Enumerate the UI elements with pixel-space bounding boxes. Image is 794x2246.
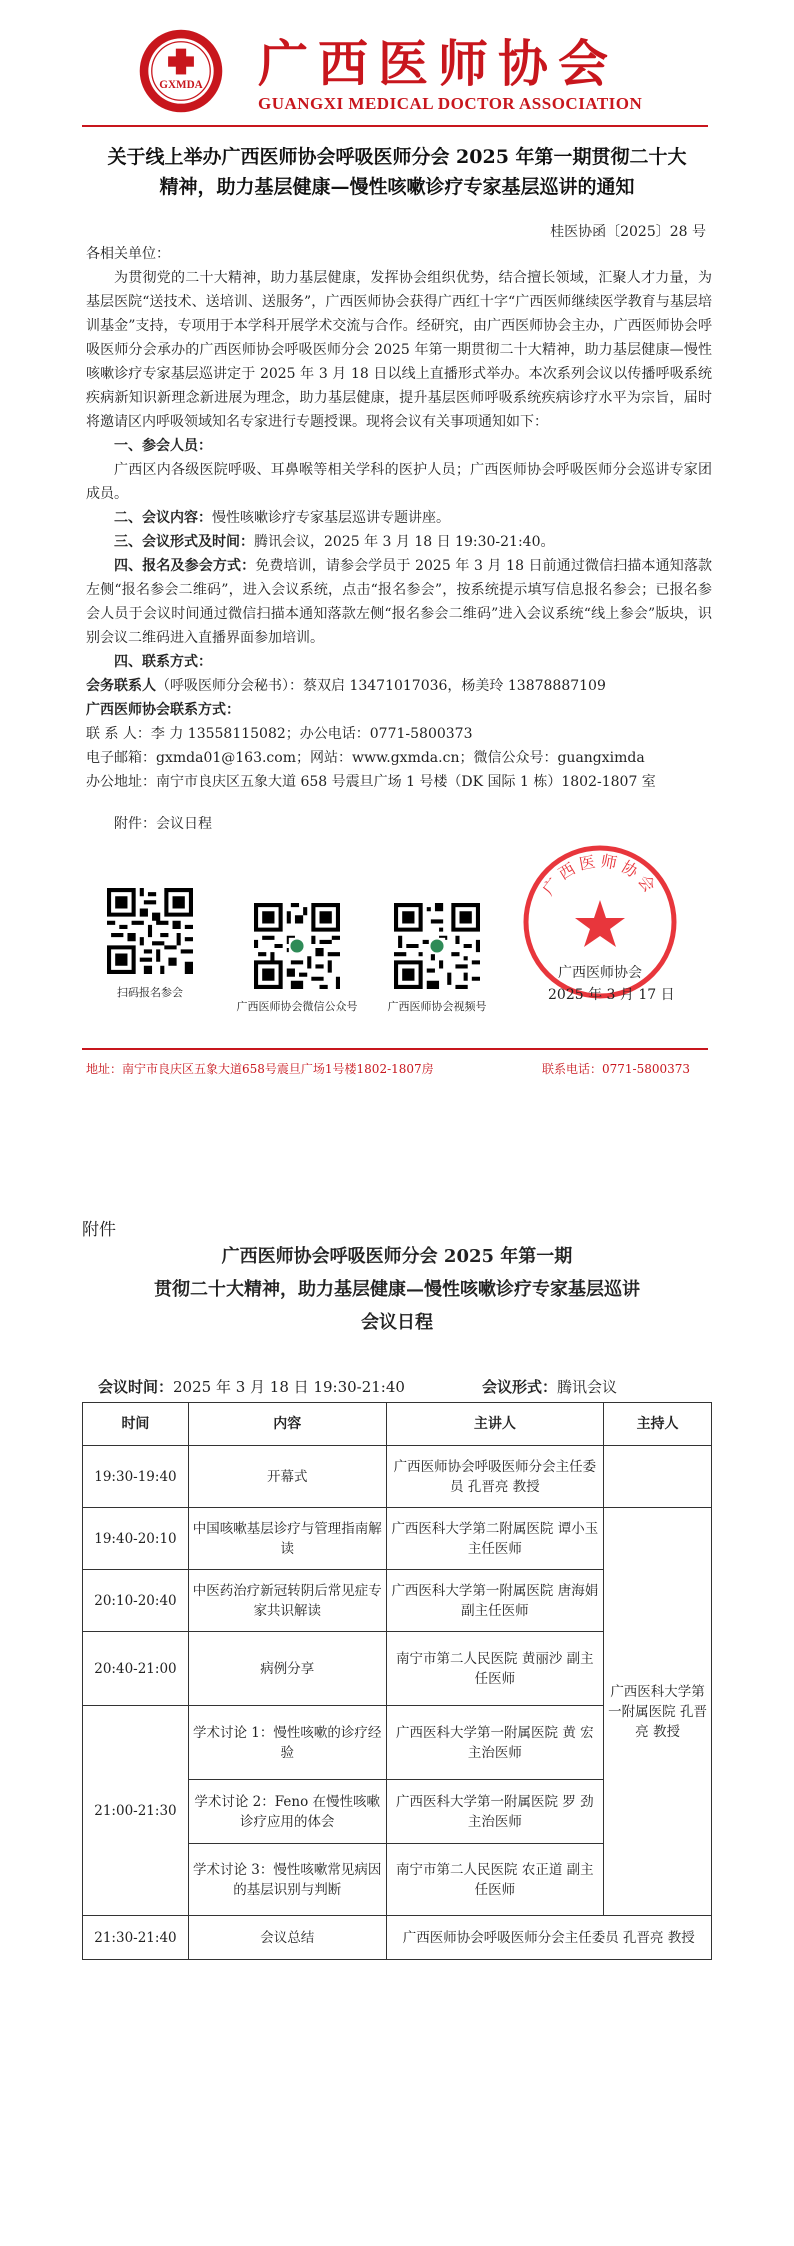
footer-address: 地址：南宁市良庆区五象大道658号震旦广场1号楼1802-1807房 <box>86 1062 434 1076</box>
table-cell: 广西医师协会呼吸医师分会主任委员 孔晋亮 教授 <box>386 1446 604 1508</box>
table-cell: 广西医科大学第一附属医院 黄 宏 主治医师 <box>386 1706 604 1780</box>
table-cell: 南宁市第二人民医院 黄丽沙 副主任医师 <box>386 1632 604 1706</box>
contact-affairs-text: （呼吸医师分会秘书）：蔡双启 13471017036，杨美玲 13878887109 <box>156 678 606 694</box>
table-cell: 20:40-21:00 <box>83 1632 189 1706</box>
table-cell: 广西医科大学第二附属医院 谭小玉 主任医师 <box>386 1508 604 1570</box>
section-4-text: 免费培训，请参会学员于 2025 年 3 月 18 日前通过微信扫描本通知落款左侧“报名参会二维码”，进入会议系统，点击“报名参会”，按系统提示填写信息报名参会；已报名参会人员于会议时间通过微信扫描本通知落款左侧“报名参会二维码”进入会议系统“线上参会”版块，识别会议二维码进入直播界面参加培训。 <box>86 558 713 646</box>
org-name-cn: 广西医师协会 <box>258 34 618 93</box>
qr-label-register: 扫码报名参会 <box>117 986 183 999</box>
footer-phone: 联系电话：0771-5800373 <box>542 1062 691 1076</box>
table-cell: 中国咳嗽基层诊疗与管理指南解读 <box>188 1508 386 1570</box>
appendix-label: 附件 <box>82 1220 116 1240</box>
section-4-heading: 四、报名及参会方式： <box>114 558 256 574</box>
section-1-text: 广西区内各级医院呼吸、耳鼻喉等相关学科的医护人员；广西医师协会呼吸医师分会巡讲专家团成员。 <box>86 462 712 502</box>
table-cell: 19:30-19:40 <box>83 1446 189 1508</box>
contact-affairs-label: 会务联系人 <box>86 678 156 694</box>
salutation: 各相关单位： <box>86 246 170 262</box>
wechat-account-qr-code[interactable] <box>254 903 340 989</box>
intro-paragraph: 为贯彻党的二十大精神，助力基层健康，发挥协会组织优势，结合擅长领域，汇聚人才力量，为基层医院“送技术、送培训、送服务”，广西医师协会获得广西红十字“广西医师继续医学教育与基层培训基金”支持，专项用于本学科开展学术交流与合作。经研究，由广西医师协会主办，广西医师协会呼吸医师分会承办的广西医师协会呼吸医师分会 2025 年第一期贯彻二十大精神，助力基层健康—慢性咳嗽诊疗专家基层巡讲定于 2025 年 3 月 18 日以线上直播形式举办。本次系列会议以传播呼吸系统疾病新知识新理念新进展为理念，助力基层健康，提升基层医师呼吸系统疾病诊疗水平为宗旨，届时将邀请区内呼吸领域知名专家进行专题授课。现将会议有关事项通知如下： <box>86 270 712 430</box>
signing-date: 2025 年 3 月 17 日 <box>548 987 675 1003</box>
video-account-qr-code[interactable] <box>394 903 480 989</box>
table-cell: 广西医科大学第一附属医院 唐海娟 副主任医师 <box>386 1570 604 1632</box>
table-cell: 病例分享 <box>188 1632 386 1706</box>
host-cell: 广西医科大学第一附属医院 孔晋亮 教授 <box>604 1508 712 1916</box>
schedule-table <box>82 1402 712 1960</box>
section-3-text: 腾讯会议，2025 年 3 月 18 日 19:30-21:40。 <box>254 534 555 550</box>
section-2-heading: 二、会议内容： <box>114 510 212 526</box>
header-host: 主持人 <box>604 1403 712 1446</box>
footer-divider <box>82 1048 708 1050</box>
notice-title: 关于线上举办广西医师协会呼吸医师分会 2025 年第一期贯彻二十大 精神，助力基层健康—慢性咳嗽诊疗专家基层巡讲的通知 <box>107 146 687 198</box>
table-cell: 开幕式 <box>188 1446 386 1508</box>
contact-address: 办公地址：南宁市良庆区五象大道 658 号震旦广场 1 号楼（DK 国际 1 栋）1802-1807 室 <box>86 774 656 790</box>
section-5-heading: 四、联系方式： <box>114 654 212 670</box>
table-row <box>83 1916 712 1960</box>
table-row <box>83 1508 712 1570</box>
document-number: 桂医协函〔2025〕28 号 <box>550 224 706 240</box>
table-cell: 中医药治疗新冠转阴后常见症专家共识解读 <box>188 1570 386 1632</box>
contact-assoc-heading: 广西医师协会联系方式： <box>86 702 240 718</box>
table-cell: 21:00-21:30 <box>83 1706 189 1916</box>
table-cell: 21:30-21:40 <box>83 1916 189 1960</box>
contact-person: 联 系 人：李 力 13558115082；办公电话：0771-5800373 <box>86 726 473 742</box>
qr-label-video: 广西医师协会视频号 <box>387 1000 487 1013</box>
section-1-heading: 一、参会人员： <box>114 438 212 454</box>
signing-organization: 广西医师协会 <box>558 965 642 981</box>
seal-text: 广西医师协会 <box>538 851 662 899</box>
org-name-en: GUANGXI MEDICAL DOCTOR ASSOCIATION <box>258 94 643 113</box>
table-cell: 学术讨论 2：Feno 在慢性咳嗽诊疗应用的体会 <box>188 1780 386 1844</box>
notice-body <box>86 242 712 836</box>
registration-qr-code[interactable] <box>107 888 193 974</box>
contact-email: 电子邮箱：gxmda01@163.com；网站：www.gxmda.cn；微信公众号：guangximda <box>86 750 645 766</box>
attachment-line: 附件：会议日程 <box>114 816 212 832</box>
table-cell <box>604 1446 712 1508</box>
header-content: 内容 <box>188 1403 386 1446</box>
table-cell: 广西医师协会呼吸医师分会主任委员 孔晋亮 教授 <box>386 1916 711 1960</box>
meeting-time: 会议时间：2025 年 3 月 18 日 19:30-21:40 <box>98 1378 405 1396</box>
appendix-title: 广西医师协会呼吸医师分会 2025 年第一期 贯彻二十大精神，助力基层健康—慢性咳嗽诊疗专家基层巡讲 会议日程 <box>154 1246 640 1333</box>
table-row <box>83 1446 712 1508</box>
section-2-text: 慢性咳嗽诊疗专家基层巡讲专题讲座。 <box>212 510 450 526</box>
svg-text:广西医师协会 <box>539 851 662 898</box>
qr-label-wechat: 广西医师协会微信公众号 <box>236 1000 358 1013</box>
meeting-format: 会议形式：腾讯会议 <box>482 1378 618 1396</box>
section-3-heading: 三、会议形式及时间： <box>114 534 254 550</box>
table-cell: 学术讨论 1：慢性咳嗽的诊疗经验 <box>188 1706 386 1780</box>
table-cell: 学术讨论 3：慢性咳嗽常见病因的基层识别与判断 <box>188 1844 386 1916</box>
table-header-row <box>83 1403 712 1446</box>
table-cell: 20:10-20:40 <box>83 1570 189 1632</box>
table-cell: 会议总结 <box>188 1916 386 1960</box>
logo-text: GXMDA <box>159 79 203 92</box>
table-cell: 19:40-20:10 <box>83 1508 189 1570</box>
header-speaker: 主讲人 <box>386 1403 604 1446</box>
table-cell: 南宁市第二人民医院 农正道 副主任医师 <box>386 1844 604 1916</box>
header-time: 时间 <box>83 1403 189 1446</box>
association-logo <box>138 28 224 114</box>
header-divider <box>82 125 708 127</box>
table-cell: 广西医科大学第一附属医院 罗 劲 主治医师 <box>386 1780 604 1844</box>
